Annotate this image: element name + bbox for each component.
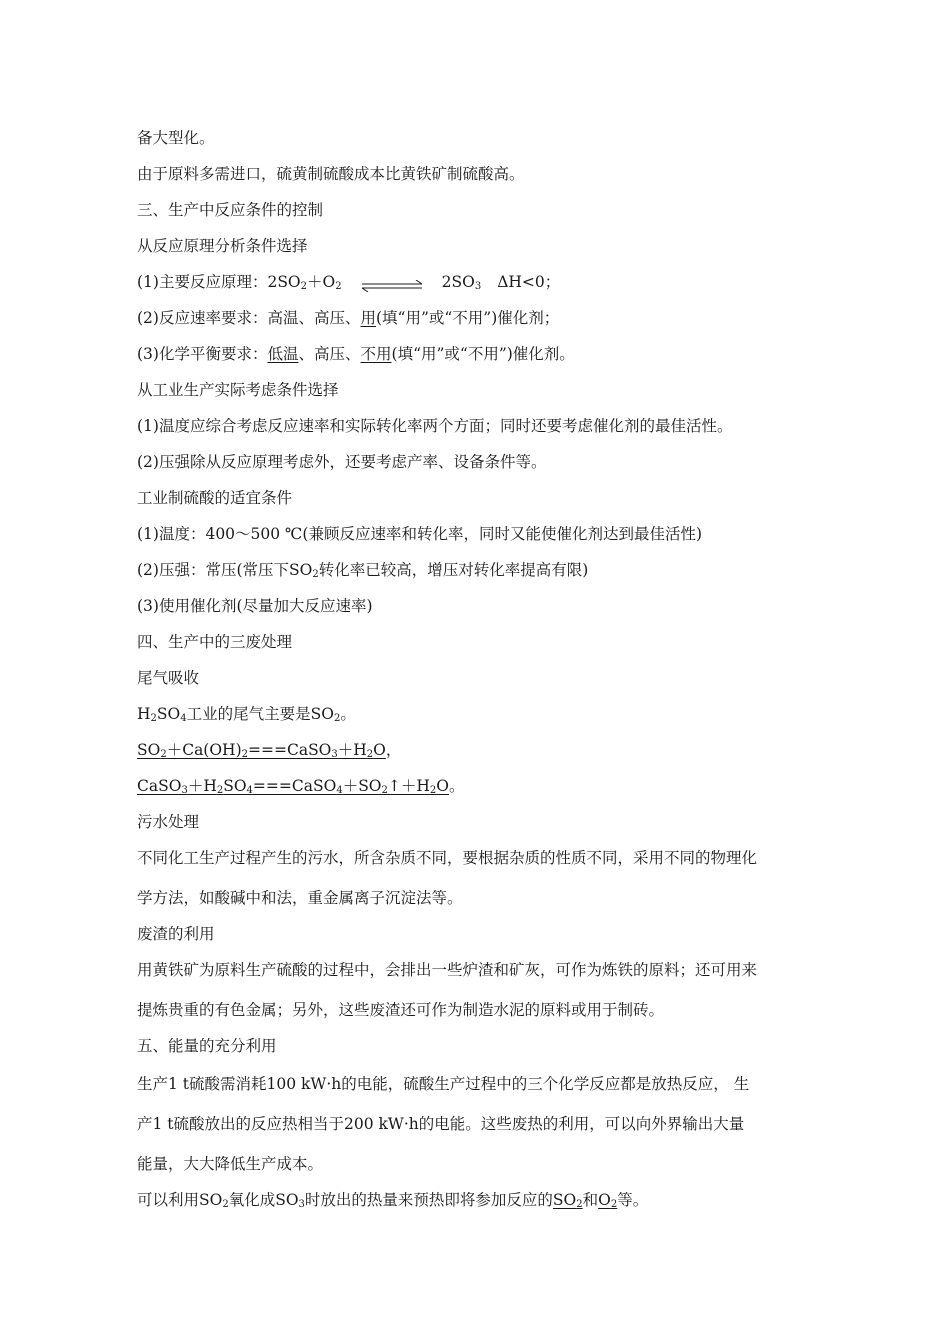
subheading: 从反应原理分析条件选择: [137, 237, 308, 255]
text: 时放出的热量来预热即将参加反应的: [304, 1191, 553, 1209]
text: 可以利用SO: [137, 1191, 223, 1209]
chemical-equation: $CaSO_3+H_2SO_4===CaSO_4+SO_2↑+H_2O$: [137, 777, 449, 796]
text-line: (2)压强除从反应原理考虑外，还要考虑产率、设备条件等。: [137, 453, 547, 471]
subscript: 2: [312, 569, 319, 580]
text: (2)压强：常压(常压下SO: [137, 561, 313, 579]
text-line: 学方法，如酸碱中和法，重金属离子沉淀法等。: [137, 889, 463, 907]
text-line: 备大型化。: [137, 129, 215, 147]
text-line: 不同化工生产过程产生的污水，所含杂质不同，要根据杂质的性质不同，采用不同的物理化: [137, 849, 758, 867]
text-line: (1)温度应综合考虑反应速率和实际转化率两个方面；同时还要考虑催化剂的最佳活性。: [137, 417, 733, 435]
text: 和: [582, 1191, 599, 1209]
text: (填“用”或“不用”)催化剂。: [391, 345, 575, 363]
equation-line: [137, 776, 465, 796]
subscript: 2: [333, 713, 341, 724]
text-line: 生产1 t硫酸需消耗100 kW·h的电能，硫酸生产过程中的三个化学反应都是放热反应， 生: [137, 1075, 750, 1093]
reaction-principle-line: [137, 272, 560, 292]
text-line: 由于原料多需进口，硫黄制硫酸成本比黄铁矿制硫酸高。: [137, 165, 525, 183]
text: (1)主要反应原理：2SO: [137, 273, 301, 291]
answer-blank: $O_2$: [598, 1191, 618, 1210]
equilibrium-requirement-line: [137, 344, 575, 364]
subscript: 2: [222, 1199, 229, 1210]
text: (2)反应速率要求：高温、高压、: [137, 309, 361, 327]
text: (填“用”或“不用”)催化剂；: [375, 309, 560, 327]
text: 2SO: [441, 273, 475, 291]
subheading: 废渣的利用: [137, 925, 215, 943]
chemical-equation: $SO_2+Ca(OH)_2===CaSO_3+H_2O$: [137, 741, 386, 760]
equation-line: [137, 740, 401, 760]
rate-requirement-line: [137, 308, 559, 328]
text-line: (3)使用催化剂(尽量加大反应速率): [137, 597, 373, 615]
subheading: 污水处理: [137, 813, 200, 831]
subscript: 2: [300, 281, 308, 292]
text: 等。: [617, 1191, 649, 1209]
subheading: 工业制硫酸的适宜条件: [137, 489, 293, 507]
subheading: 从工业生产实际考虑条件选择: [137, 381, 339, 399]
text: ＋O: [307, 273, 336, 291]
answer-blank: 低温: [267, 345, 299, 363]
text-line: 能量，大大降低生产成本。: [137, 1155, 324, 1173]
answer-blank: $SO_2$: [552, 1191, 583, 1210]
subscript: 2: [335, 281, 342, 292]
text-line: (1)温度：400～500 ℃(兼顾反应速率和转化率，同时又能使催化剂达到最佳活性): [137, 525, 702, 543]
text: 氧化成SO: [228, 1191, 299, 1209]
subscript: 4: [180, 713, 187, 724]
enthalpy-text: ΔH<0；: [497, 273, 561, 291]
text: 。: [340, 705, 356, 723]
text: H: [137, 705, 151, 723]
text: 、高压、: [298, 345, 361, 363]
text: 转化率已较高，增压对转化率提高有限): [318, 561, 589, 579]
text-line: 产1 t硫酸放出的反应热相当于200 kW·h的电能。这些废热的利用，可以向外界输出大量: [137, 1115, 745, 1133]
text-line: [137, 1190, 648, 1210]
reversible-arrow-icon: [360, 277, 424, 289]
text-line: 提炼贵重的有色金属；另外，这些废渣还可作为制造水泥的原料或用于制砖。: [137, 1001, 665, 1019]
subscript: 3: [298, 1199, 305, 1210]
text: ，: [385, 741, 402, 759]
text: (3)化学平衡要求：: [137, 345, 268, 363]
subscript: 2: [150, 713, 157, 724]
text-line: [137, 704, 356, 724]
section-heading: 五、能量的充分利用: [137, 1037, 277, 1055]
text-line: [137, 560, 588, 580]
section-heading: 四、生产中的三废处理: [137, 633, 293, 651]
text: 工业的尾气主要是SO: [186, 705, 334, 723]
text: SO: [156, 705, 181, 723]
subscript: 3: [474, 281, 482, 292]
section-heading: 三、生产中反应条件的控制: [137, 201, 324, 219]
answer-blank: 不用: [360, 345, 392, 363]
answer-blank: 用: [360, 309, 376, 327]
text: 。: [449, 777, 465, 795]
text-line: 用黄铁矿为原料生产硫酸的过程中，会排出一些炉渣和矿灰，可作为炼铁的原料；还可用来: [137, 961, 758, 979]
subheading: 尾气吸收: [137, 669, 200, 687]
